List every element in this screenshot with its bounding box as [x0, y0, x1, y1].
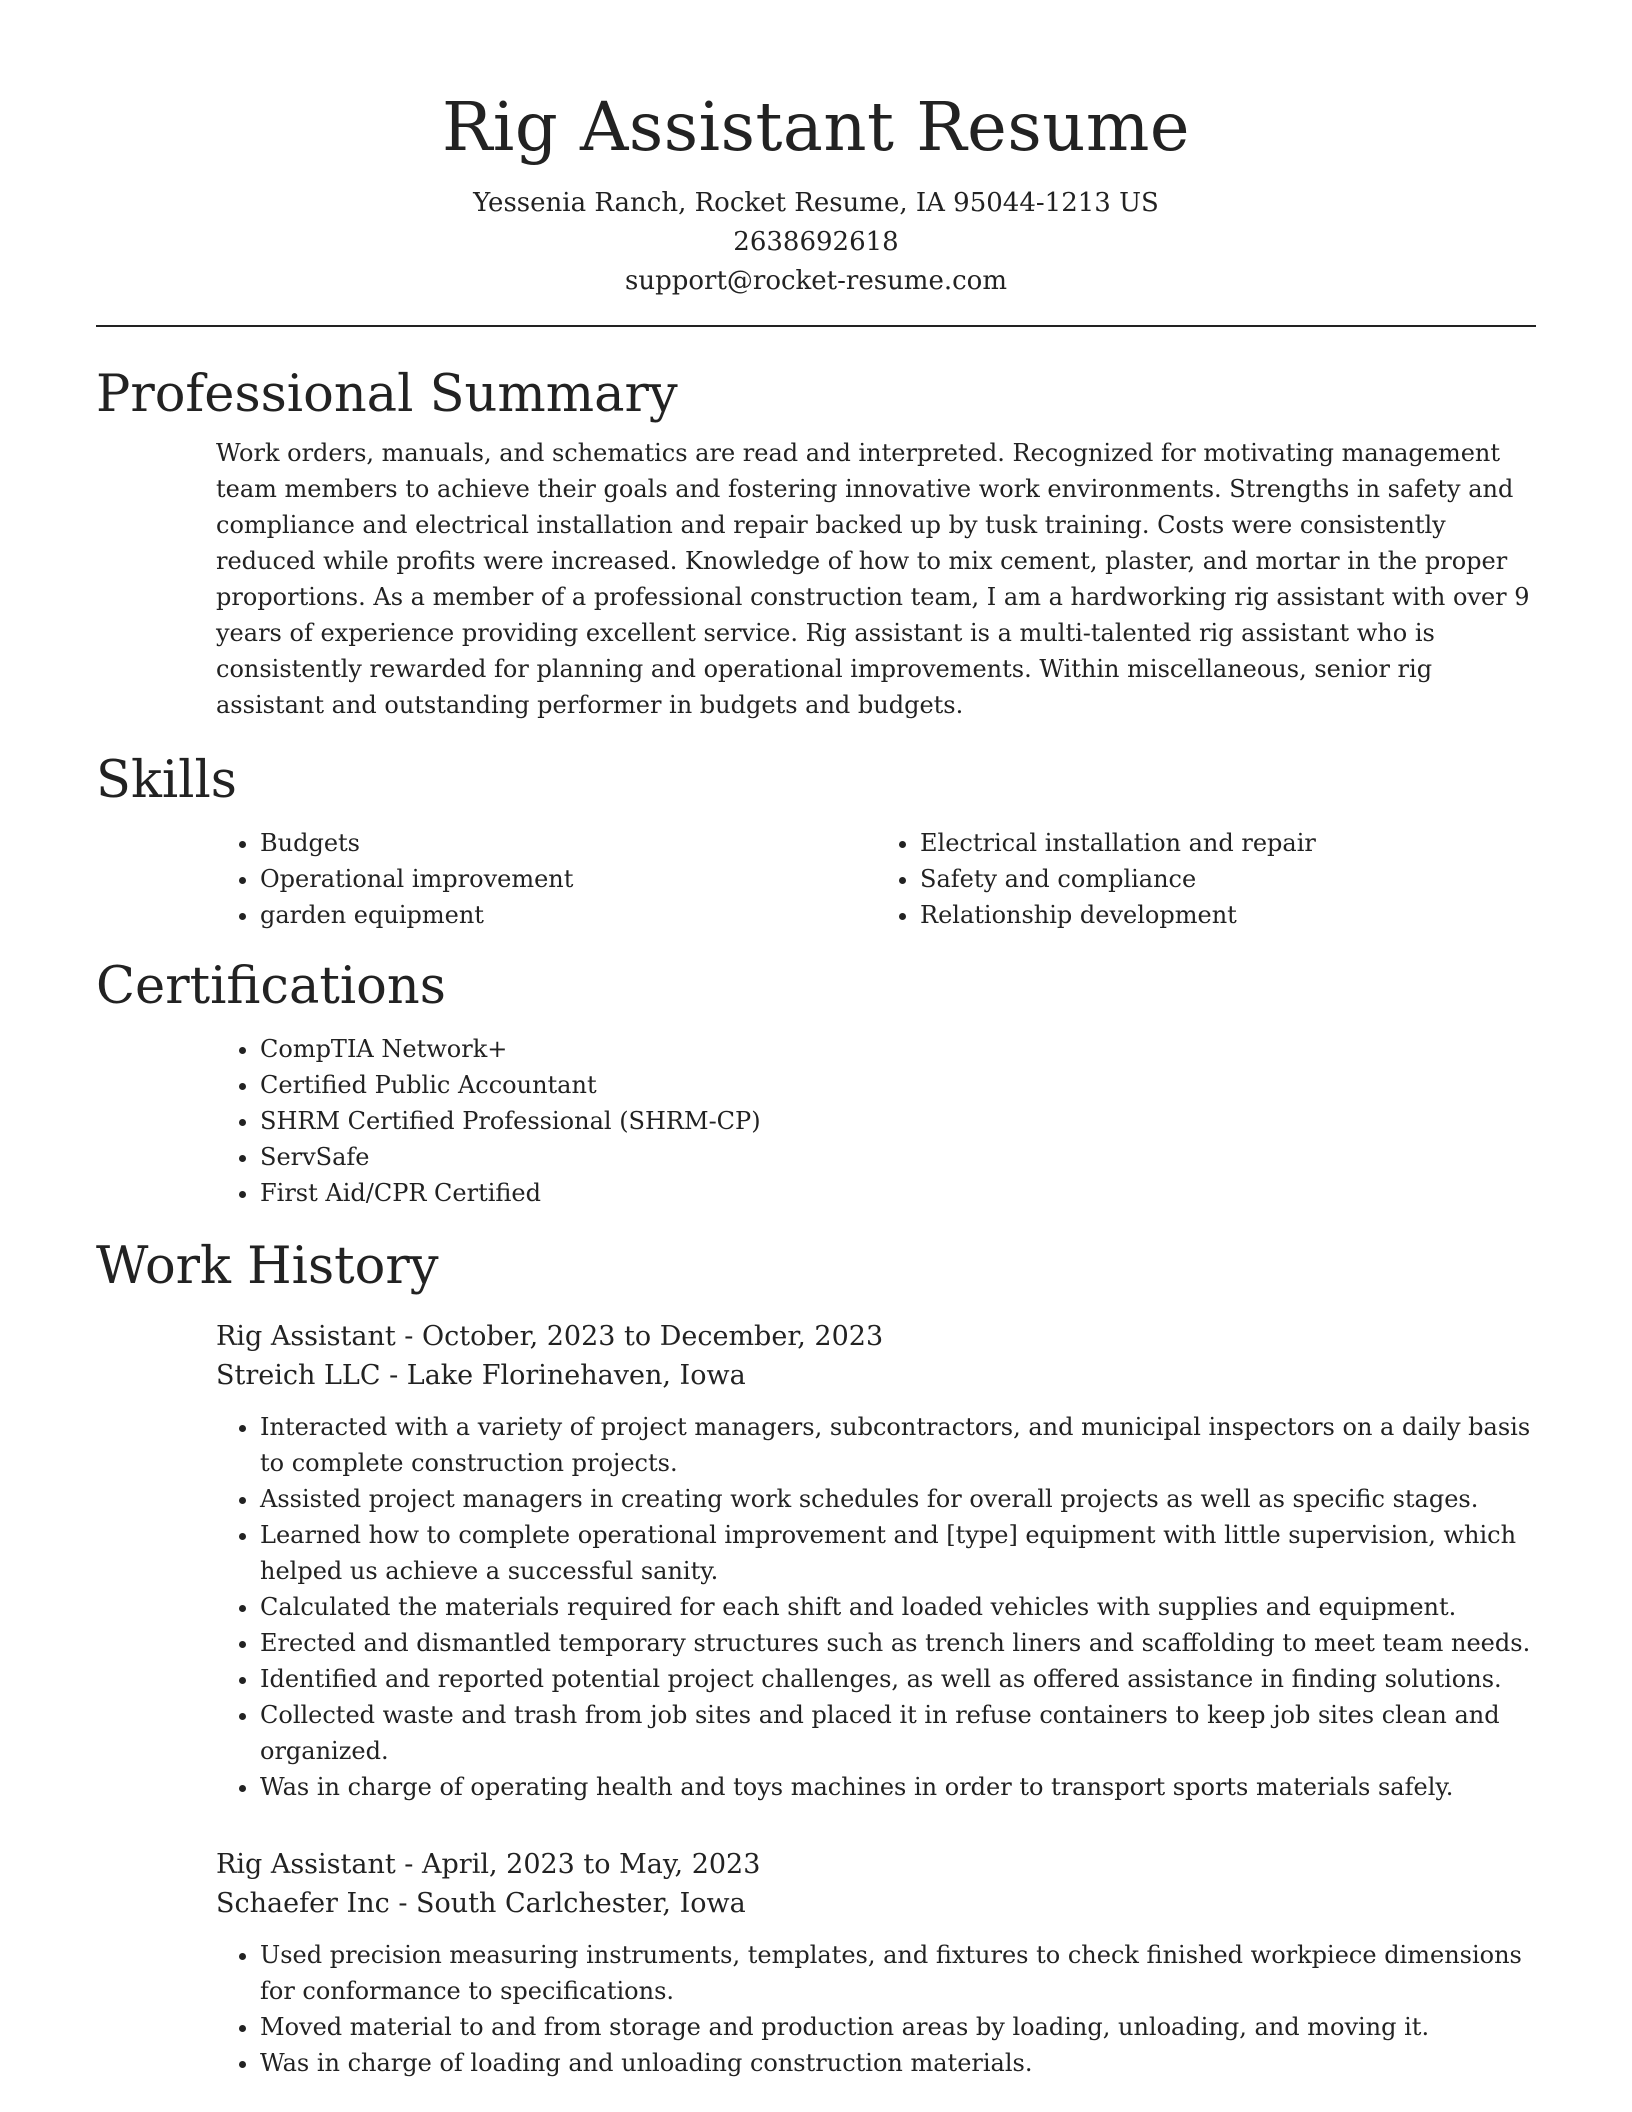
contact-email: support@rocket-resume.com	[624, 266, 1007, 296]
skill-item: • Relationship development	[920, 897, 1536, 933]
job-company: Schaefer Inc	[216, 1888, 390, 1919]
certification-item: • CompTIA Network+	[260, 1031, 1536, 1067]
resume-title: Rig Assistant Resume	[441, 88, 1191, 166]
job-dates: April, 2023 to May, 2023	[422, 1849, 761, 1880]
contact-address: Yessenia Ranch, Rocket Resume, IA 95044-1213 US	[473, 188, 1159, 218]
skill-item: • Operational improvement	[260, 861, 876, 897]
skill-item: • garden equipment	[260, 897, 876, 933]
job-location: South Carlchester, Iowa	[416, 1888, 746, 1919]
header-divider	[96, 325, 1536, 327]
contact-phone: 2638692618	[733, 227, 899, 257]
job-location: Lake Florinehaven, Iowa	[406, 1360, 746, 1391]
certification-item: • Certified Public Accountant	[260, 1067, 1536, 1103]
skills-heading: Skills	[96, 751, 237, 810]
job-company: Streich LLC	[216, 1360, 381, 1391]
certification-item: • SHRM Certified Professional (SHRM-CP)	[260, 1103, 1536, 1139]
certification-item: • ServSafe	[260, 1139, 1536, 1175]
certifications-list	[216, 1031, 1536, 1211]
work-history-heading: Work History	[96, 1237, 439, 1296]
certifications-heading: Certifications	[96, 957, 446, 1016]
job-title-line: Rig Assistant - April, 2023 to May, 2023	[216, 1849, 761, 1880]
job-entry	[216, 1317, 1536, 1805]
job-duties-list	[216, 1937, 1536, 2081]
job-duty-item: • Moved material to and from storage and production areas by loading, unloading, and moving it.	[260, 2009, 1536, 2045]
job-title-line: Rig Assistant - October, 2023 to December, 2023	[216, 1321, 884, 1352]
job-duties-list	[216, 1409, 1536, 1805]
job-company-line: Streich LLC - Lake Florinehaven, Iowa	[216, 1360, 746, 1391]
job-duty-item: • Was in charge of operating health and toys machines in order to transport sports materials safely.	[260, 1769, 1536, 1805]
job-entry	[216, 1845, 1536, 2081]
contact-block	[96, 184, 1536, 301]
resume-header	[96, 0, 1536, 301]
summary-text: Work orders, manuals, and schematics are read and interpreted. Recognized for motivating management team members to achieve their goals and fostering innovative work environments. Strengths in safety and compliance and electrical installation and repair backed up by tusk training. Costs were consistently reduced while profits were increased. Knowledge of how to mix cement, plaster, and mortar in the proper proportions. As a member of a professional construction team, I am a hardworking rig assistant with over 9 years of experience providing excellent service. Rig assistant is a multi-talented rig assistant who is consistently rewarded for planning and operational improvements. Within miscellaneous, senior rig assistant and outstanding performer in budgets and budgets.	[216, 439, 1530, 719]
skills-column-left	[216, 825, 876, 933]
job-duty-item: • Used precision measuring instruments, templates, and fixtures to check finished workpiece dimensions for conformance to specifications.	[260, 1937, 1536, 2009]
job-duty-item: • Was in charge of loading and unloading construction materials.	[260, 2045, 1536, 2081]
job-duty-item: • Erected and dismantled temporary structures such as trench liners and scaffolding to meet team needs.	[260, 1625, 1536, 1661]
skill-item: • Budgets	[260, 825, 876, 861]
job-duty-item: • Collected waste and trash from job sites and placed it in refuse containers to keep job sites clean and organized.	[260, 1697, 1536, 1769]
job-duty-item: • Identified and reported potential project challenges, as well as offered assistance in finding solutions.	[260, 1661, 1536, 1697]
job-title: Rig Assistant	[216, 1849, 396, 1880]
skill-item: • Electrical installation and repair	[920, 825, 1536, 861]
skills-column-right	[876, 825, 1536, 933]
job-duty-item: • Calculated the materials required for each shift and loaded vehicles with supplies and equipment.	[260, 1589, 1536, 1625]
certification-item: • First Aid/CPR Certified	[260, 1175, 1536, 1211]
job-duty-item: • Assisted project managers in creating work schedules for overall projects as well as specific stages.	[260, 1481, 1536, 1517]
job-duty-item: • Learned how to complete operational improvement and [type] equipment with little supervision, which helped us achieve a successful sanity.	[260, 1517, 1536, 1589]
job-title: Rig Assistant	[216, 1321, 396, 1352]
job-company-line: Schaefer Inc - South Carlchester, Iowa	[216, 1888, 746, 1919]
skills-list	[216, 825, 1536, 933]
job-duty-item: • Interacted with a variety of project managers, subcontractors, and municipal inspectors on a daily basis to complete construction projects.	[260, 1409, 1536, 1481]
skill-item: • Safety and compliance	[920, 861, 1536, 897]
resume-page	[96, 0, 1536, 2081]
summary-heading: Professional Summary	[96, 365, 678, 424]
job-dates: October, 2023 to December, 2023	[422, 1321, 884, 1352]
